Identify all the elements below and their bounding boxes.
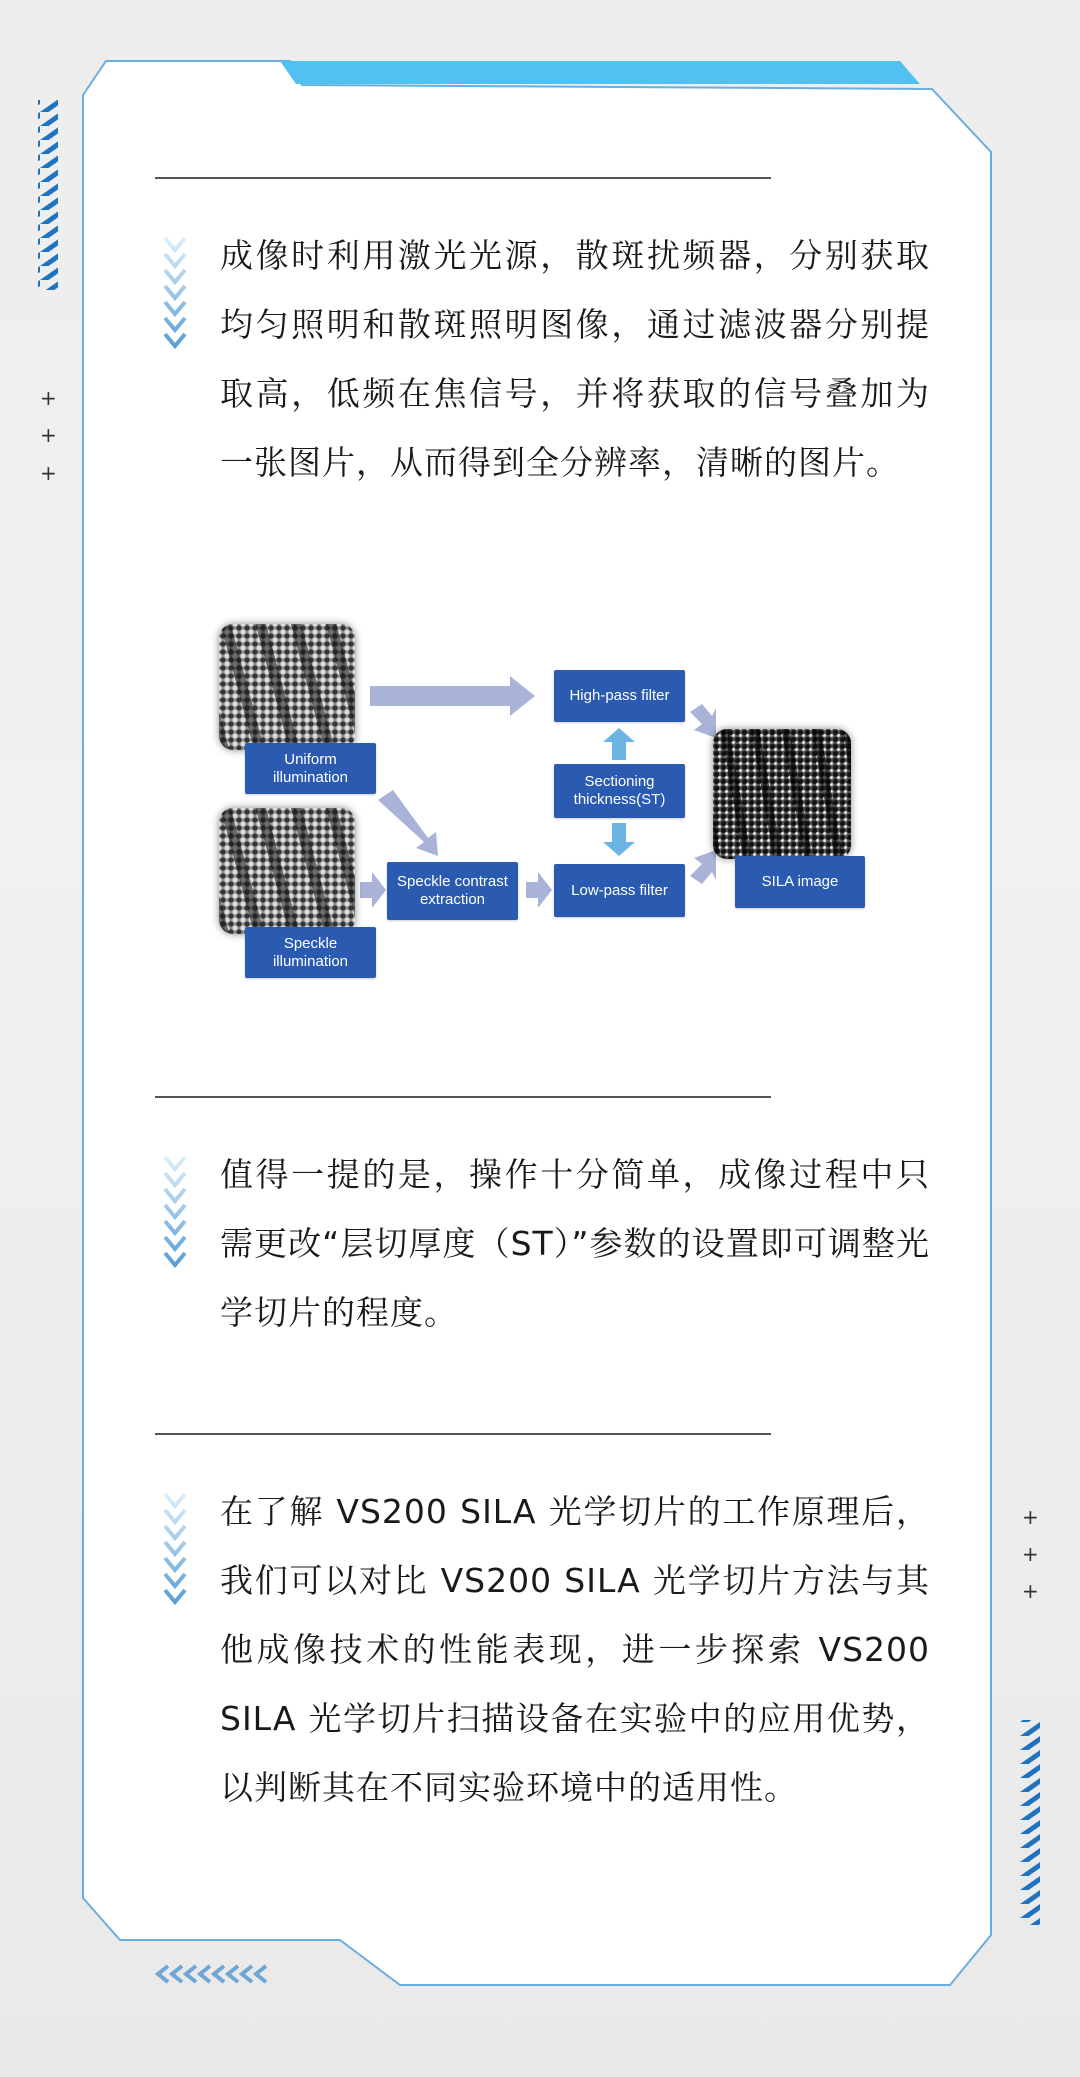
svg-text:+: +	[1022, 1579, 1039, 1603]
right-stripe-decoration	[1020, 1720, 1040, 1925]
box-low-pass-filter: Low-pass filter	[554, 864, 685, 917]
box-sectioning-thickness: Sectioning thickness(ST)	[554, 764, 685, 818]
divider	[155, 177, 771, 179]
svg-text:+: +	[1022, 1505, 1039, 1529]
chevron-down-icon	[163, 1492, 187, 1612]
box-speckle-contrast: Speckle contrast extraction	[387, 862, 518, 920]
title-tab	[280, 61, 920, 84]
section1-paragraph: 成像时利用激光光源，散斑扰频器，分别获取均匀照明和散斑照明图像，通过滤波器分别提取高，低频在焦信号，并将获取的信号叠加为一张图片，从而得到全分辨率，清晰的图片。	[220, 236, 930, 482]
svg-text:+: +	[40, 461, 57, 485]
section3-paragraph: 在了解 VS200 SILA 光学切片的工作原理后，我们可以对比 VS200 SILA 光学切片方法与其他成像技术的性能表现，进一步探索 VS200 SILA 光学切片扫描设备在实验中的应用优势，以判断其在不同实验环境中的适用性。	[220, 1492, 930, 1807]
sila-result-image	[713, 729, 851, 859]
speckle-illumination-image	[219, 808, 355, 934]
svg-text:+: +	[1022, 1542, 1039, 1566]
chevron-down-icon	[163, 236, 187, 356]
box-high-pass-filter: High-pass filter	[554, 670, 685, 722]
svg-text:+: +	[40, 423, 57, 447]
chevron-down-icon	[163, 1155, 187, 1275]
uniform-illumination-image	[219, 624, 355, 750]
svg-text:+: +	[40, 386, 57, 410]
divider	[155, 1433, 771, 1435]
box-sila-image: SILA image	[735, 856, 865, 908]
left-stripe-decoration	[38, 100, 58, 290]
box-speckle-illumination: Speckle illumination	[245, 927, 376, 978]
plus-icons-right	[1022, 1505, 1039, 1603]
bottom-chevron-decoration	[158, 1966, 266, 1982]
box-uniform-illumination: Uniform illumination	[245, 743, 376, 794]
plus-icons-left	[40, 386, 57, 485]
section2-paragraph: 值得一提的是，操作十分简单，成像过程中只需更改“层切厚度（ST）”参数的设置即可调整光学切片的程度。	[220, 1155, 930, 1332]
divider	[155, 1096, 771, 1098]
